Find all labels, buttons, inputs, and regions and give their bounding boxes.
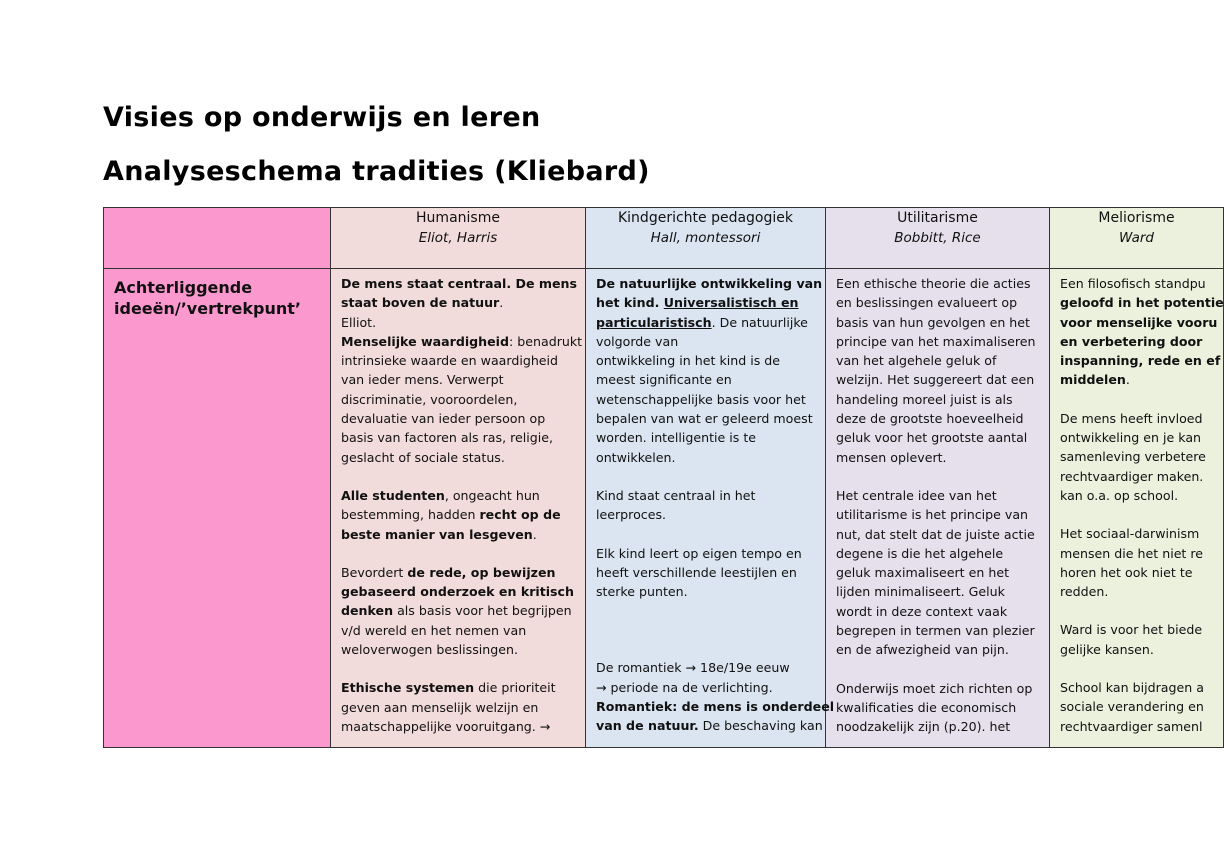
- text-line: wordt in deze context vaak: [836, 603, 1008, 619]
- text-line: van de natuur.: [596, 718, 699, 734]
- content-row: [104, 269, 1224, 748]
- text-line: middelen: [1060, 372, 1126, 388]
- text-line: principe van het maximaliseren: [836, 333, 1036, 349]
- text-line: redden.: [1060, 584, 1109, 600]
- text-line: geluk maximaliseert en het: [836, 565, 1010, 581]
- text-line: denken: [341, 603, 394, 619]
- text-line: discriminatie, vooroordelen,: [341, 391, 518, 407]
- text-line: maatschappelijke vooruitgang. →: [341, 718, 551, 734]
- text-line: leerproces.: [596, 507, 667, 523]
- header-meliorisme: [1050, 208, 1224, 269]
- text-line: Elk kind leert op eigen tempo en: [596, 545, 802, 561]
- text-line: sterke punten.: [596, 584, 688, 600]
- text-line: Onderwijs moet zich richten op: [836, 680, 1033, 696]
- text-line: horen het ook niet te: [1060, 564, 1193, 580]
- text-line: nut, dat stelt dat de juiste actie: [836, 526, 1035, 542]
- text-line: . De natuurlijke: [711, 314, 808, 330]
- text-line: wetenschappelijke basis voor het: [596, 391, 806, 407]
- text-line: van het algehele geluk of: [836, 353, 997, 369]
- header-utilitarisme: [826, 208, 1050, 269]
- header-row: [104, 208, 1224, 269]
- text-line: .: [532, 526, 537, 542]
- text-line: Universalistisch en: [663, 295, 799, 311]
- text-line: volgorde van: [596, 333, 679, 349]
- text-line: kwalificaties die economisch: [836, 699, 1017, 715]
- text-line: rechtvaardiger samenl: [1060, 718, 1203, 734]
- text-line: utilitarisme is het principe van: [836, 507, 1029, 523]
- text-line: De mens heeft invloed: [1060, 410, 1203, 426]
- text-line: gelijke kansen.: [1060, 641, 1154, 657]
- text-line: De beschaving kan: [698, 718, 823, 734]
- text-line: weloverwogen beslissingen.: [341, 642, 518, 658]
- text-line: ontwikkelen.: [596, 449, 676, 465]
- text-line: geloofd in het potentie: [1060, 295, 1224, 311]
- text-line: gebaseerd onderzoek en kritisch: [341, 584, 574, 600]
- text-line: samenleving verbetere: [1060, 449, 1206, 465]
- text-line: Kind staat centraal in het: [596, 487, 756, 503]
- text-line: heeft verschillende leestijlen en: [596, 564, 797, 580]
- text-line: ontwikkeling in het kind is de: [596, 353, 781, 369]
- text-line: Het sociaal-darwinism: [1060, 526, 1200, 542]
- text-line: mensen oplevert.: [836, 449, 947, 465]
- text-line: basis van factoren als ras, religie,: [341, 430, 553, 446]
- text-line: School kan bijdragen a: [1060, 680, 1204, 696]
- header-humanisme: [331, 208, 586, 269]
- text-line: .: [1125, 372, 1130, 388]
- text-line: beste manier van lesgeven: [341, 526, 533, 542]
- column-authors: Ward: [1118, 230, 1154, 246]
- text-line: geslacht of sociale status.: [341, 449, 505, 465]
- text-line: Menselijke waardigheid: [341, 333, 510, 349]
- text-line: kan o.a. op school.: [1060, 487, 1179, 503]
- text-line: particularistisch: [596, 314, 712, 330]
- text-line: intrinsieke waarde en waardigheid: [341, 353, 559, 369]
- text-line: : benadrukt: [509, 333, 583, 349]
- text-line: begrepen in termen van plezier: [836, 623, 1035, 639]
- text-line: als basis voor het begrijpen: [393, 603, 572, 619]
- text-line: inspanning, rede en ef: [1060, 353, 1221, 369]
- text-line: geluk voor het grootste aantal: [836, 430, 1028, 446]
- column-name: Meliorisme: [1098, 210, 1175, 226]
- text-line: de rede, op bewijzen: [407, 564, 556, 580]
- text-line: Romantiek: de mens is onderdeel: [596, 699, 835, 715]
- text-line: handeling moreel juist is als: [836, 391, 1013, 407]
- text-line: en verbetering door: [1060, 333, 1203, 349]
- text-line: sociale verandering en: [1060, 699, 1204, 715]
- text-line: meest significante en: [596, 372, 732, 388]
- text-line: lijden minimaliseert. Geluk: [836, 584, 1005, 600]
- text-line: Een filosofisch standpu: [1060, 276, 1206, 291]
- cell-utilitarisme: [826, 269, 1050, 748]
- document-subtitle: Analyseschema tradities (Kliebard): [103, 156, 650, 187]
- text-line: worden. intelligentie is te: [596, 430, 757, 446]
- text-line: Alle studenten: [341, 487, 445, 503]
- text-line: staat boven de natuur: [341, 295, 500, 311]
- text-line: De mens staat centraal. De mens: [341, 276, 577, 291]
- column-authors: Hall, montessori: [650, 230, 761, 246]
- text-line: rechtvaardiger maken.: [1060, 468, 1204, 484]
- header-empty-cell: [104, 208, 331, 269]
- cell-humanisme: [331, 269, 586, 748]
- text-line: Ethische systemen: [341, 680, 475, 696]
- text-line: noodzakelijk zijn (p.20). het: [836, 719, 1011, 735]
- text-line: , ongeacht hun: [444, 487, 540, 503]
- text-line: v/d wereld en het nemen van: [341, 622, 527, 638]
- text-line: → periode na de verlichting.: [596, 679, 773, 695]
- text-line: De romantiek → 18e/19e eeuw: [596, 660, 790, 676]
- analysis-table: [103, 207, 1224, 748]
- text-line: Het centrale idee van het: [836, 487, 997, 503]
- text-line: Elliot.: [341, 314, 377, 330]
- text-line: en beslissingen evalueert op: [836, 295, 1018, 311]
- text-line: ontwikkeling en je kan: [1060, 430, 1202, 446]
- text-line: welzijn. Het suggereert dat een: [836, 372, 1035, 388]
- text-line: De natuurlijke ontwikkeling van: [596, 276, 823, 291]
- text-line: .: [499, 295, 504, 311]
- text-line: geven aan menselijk welzijn en: [341, 699, 539, 715]
- column-name: Humanisme: [416, 210, 500, 226]
- column-name: Kindgerichte pedagogiek: [617, 210, 793, 226]
- cell-meliorisme: [1050, 269, 1224, 748]
- text-line: mensen die het niet re: [1060, 545, 1204, 561]
- column-authors: Eliot, Harris: [418, 230, 498, 246]
- text-line: recht op de: [479, 507, 561, 523]
- row-label: Achterliggende ideeën/’vertrekpunt’: [104, 269, 331, 748]
- column-name: Utilitarisme: [897, 210, 978, 226]
- text-line: van ieder mens. Verwerpt: [341, 372, 504, 388]
- text-line: Een ethische theorie die acties: [836, 276, 1031, 291]
- text-line: bestemming, hadden: [341, 507, 480, 523]
- text-line: degene is die het algehele: [836, 545, 1004, 561]
- text-line: basis van hun gevolgen en het: [836, 314, 1030, 330]
- text-line: het kind.: [596, 295, 664, 311]
- header-kindgerichte-pedagogiek: [586, 208, 826, 269]
- cell-kindgerichte-pedagogiek: [586, 269, 835, 748]
- text-line: deze de grootste hoeveelheid: [836, 411, 1024, 427]
- text-line: Ward is voor het biede: [1060, 622, 1203, 638]
- text-line: en de afwezigheid van pijn.: [836, 642, 1009, 658]
- text-line: die prioriteit: [474, 680, 556, 696]
- text-line: voor menselijke vooru: [1060, 314, 1218, 330]
- text-line: devaluatie van ieder persoon op: [341, 411, 546, 427]
- column-authors: Bobbitt, Rice: [894, 230, 981, 246]
- text-line: bepalen van wat er geleerd moest: [596, 411, 813, 427]
- document-title: Visies op onderwijs en leren: [103, 102, 541, 133]
- text-line: Bevordert: [341, 564, 408, 580]
